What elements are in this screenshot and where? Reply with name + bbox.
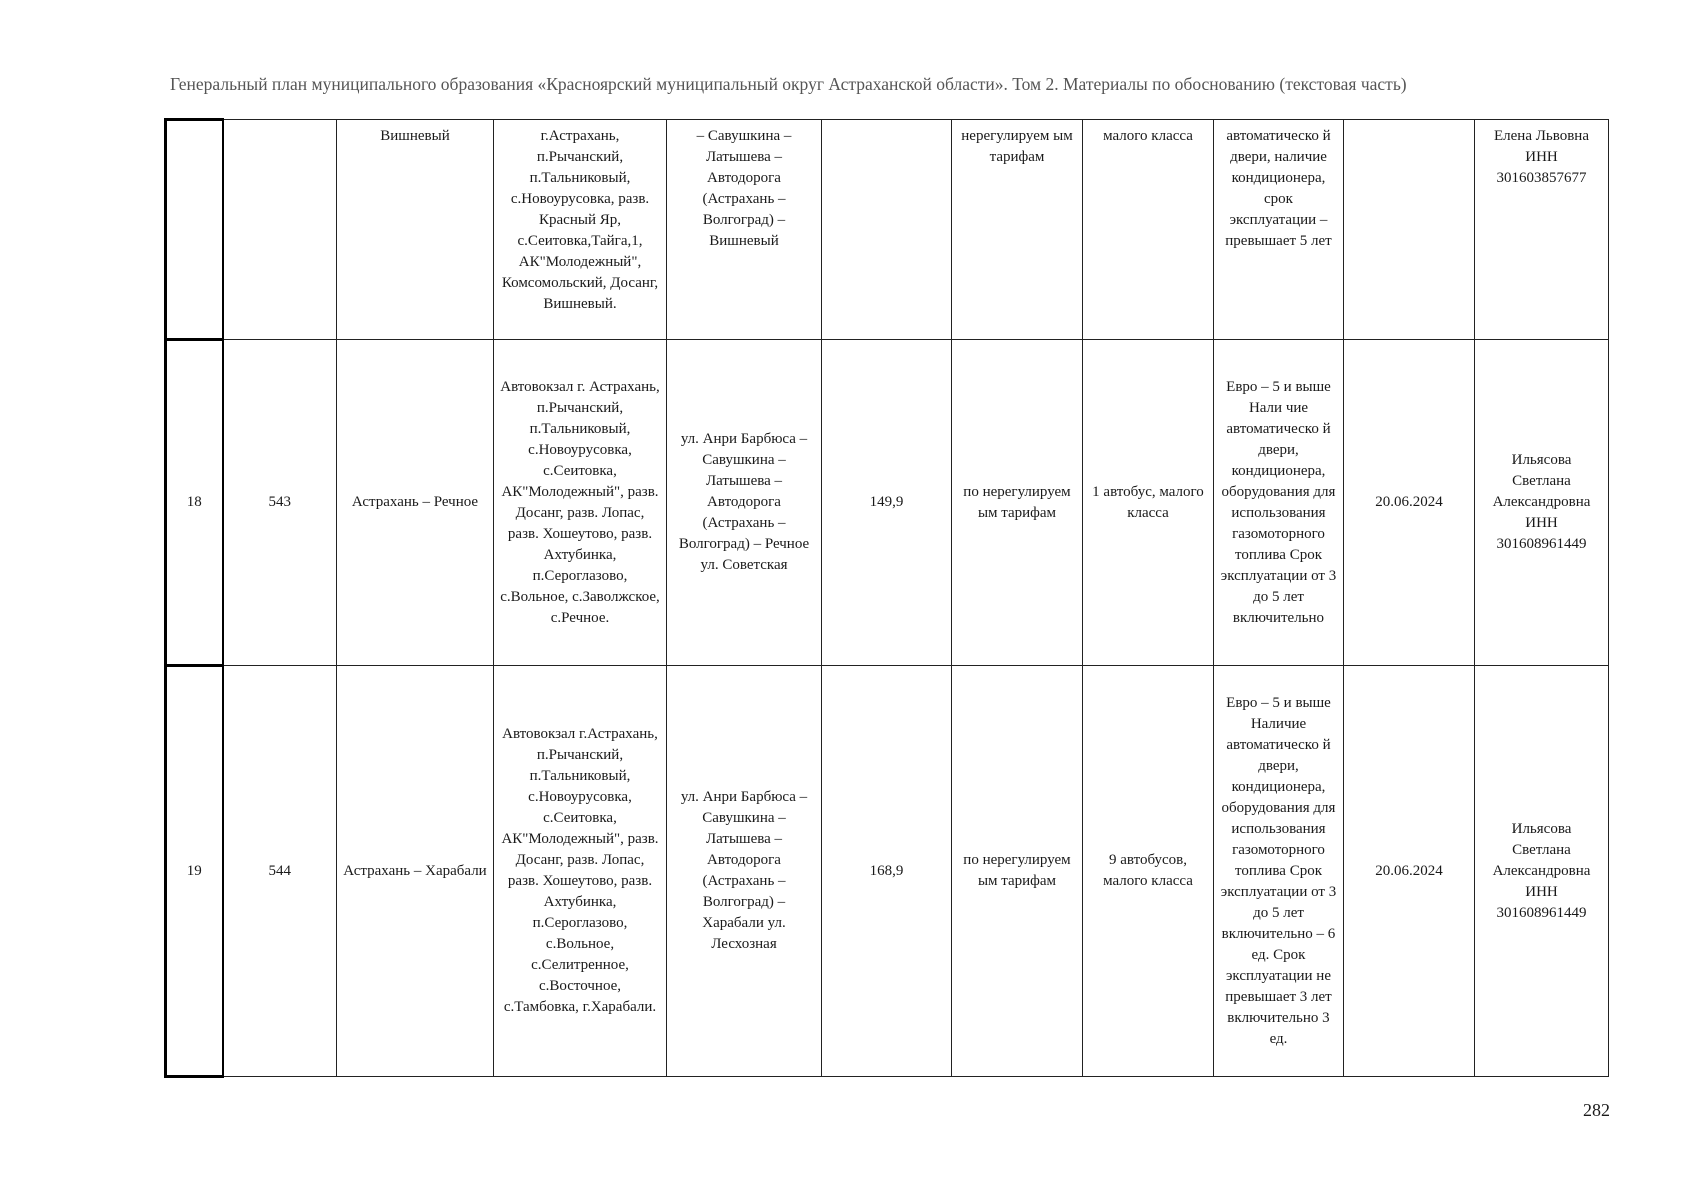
cell-route-number: 543 — [223, 340, 337, 666]
cell-carrier: Ильясова Светлана Александровна ИНН 301608961449 — [1475, 340, 1609, 666]
cell-vehicles: 9 автобусов, малого класса — [1083, 666, 1214, 1077]
cell-number — [166, 120, 223, 340]
cell-length: 149,9 — [822, 340, 952, 666]
cell-tariff: по нерегулируем ым тарифам — [952, 340, 1083, 666]
cell-number: 18 — [166, 340, 223, 666]
routes-table — [164, 118, 1609, 1078]
cell-vehicles: 1 автобус, малого класса — [1083, 340, 1214, 666]
cell-route-name: Астрахань – Харабали — [337, 666, 494, 1077]
cell-characteristics: Евро – 5 и выше Нали чие автоматическо й двери, кондиционера, оборудования для использования газомоторного топлива Срок эксплуатации от 3 до 5 лет включительно — [1214, 340, 1344, 666]
cell-streets: – Савушкина – Латышева – Автодорога (Астрахань – Волгоград) – Вишневый — [667, 120, 822, 340]
cell-number: 19 — [166, 666, 223, 1077]
cell-stops: Автовокзал г.Астрахань, п.Рычанский, п.Тальниковый, с.Новоурусовка, с.Сеитовка, АК"Молодежный", разв. Досанг, разв. Лопас, разв. Хошеутово, разв. Ахтубинка, п.Сероглазово, с.Вольное, с.Селитренное, с.Восточное, с.Тамбовка, г.Харабали. — [494, 666, 667, 1077]
cell-vehicles: малого класса — [1083, 120, 1214, 340]
cell-route-name: Астрахань – Речное — [337, 340, 494, 666]
cell-carrier: Ильясова Светлана Александровна ИНН 301608961449 — [1475, 666, 1609, 1077]
cell-streets: ул. Анри Барбюса – Савушкина – Латышева – Автодорога (Астрахань – Волгоград) – Харабали ул. Лесхозная — [667, 666, 822, 1077]
cell-length: 168,9 — [822, 666, 952, 1077]
cell-date — [1344, 120, 1475, 340]
cell-characteristics: Евро – 5 и выше Наличие автоматическо й двери, кондиционера, оборудования для использования газомоторного топлива Срок эксплуатации от 3 до 5 лет включительно – 6 ед. Срок эксплуатации не превышает 3 лет включительно 3 ед. — [1214, 666, 1344, 1077]
cell-stops: Автовокзал г. Астрахань, п.Рычанский, п.Тальниковый, с.Новоурусовка, с.Сеитовка, АК"Молодежный", разв. Досанг, разв. Лопас, разв. Хошеутово, разв. Ахтубинка, п.Сероглазово, с.Вольное, с.Заволжское, с.Речное. — [494, 340, 667, 666]
cell-route-name: Вишневый — [337, 120, 494, 340]
cell-date: 20.06.2024 — [1344, 340, 1475, 666]
table-row — [166, 120, 1609, 340]
cell-route-number: 544 — [223, 666, 337, 1077]
cell-tariff: нерегулируем ым тарифам — [952, 120, 1083, 340]
page-header: Генеральный план муниципального образования «Красноярский муниципальный округ Астраханской области». Том 2. Материалы по обоснованию (текстовая часть) — [170, 74, 1407, 94]
cell-route-number — [223, 120, 337, 340]
cell-date: 20.06.2024 — [1344, 666, 1475, 1077]
cell-streets: ул. Анри Барбюса – Савушкина – Латышева – Автодорога (Астрахань – Волгоград) – Речное ул. Советская — [667, 340, 822, 666]
table-row — [166, 666, 1609, 1077]
table-row — [166, 340, 1609, 666]
cell-length — [822, 120, 952, 340]
page-number: 282 — [1583, 1100, 1610, 1120]
cell-carrier: Елена Львовна ИНН 301603857677 — [1475, 120, 1609, 340]
cell-characteristics: автоматическо й двери, наличие кондиционера, срок эксплуатации – превышает 5 лет — [1214, 120, 1344, 340]
cell-tariff: по нерегулируем ым тарифам — [952, 666, 1083, 1077]
cell-stops: г.Астрахань, п.Рычанский, п.Тальниковый, с.Новоурусовка, разв. Красный Яр, с.Сеитовка,Тайга,1, АК"Молодежный", Комсомольский, Досанг, Вишневый. — [494, 120, 667, 340]
